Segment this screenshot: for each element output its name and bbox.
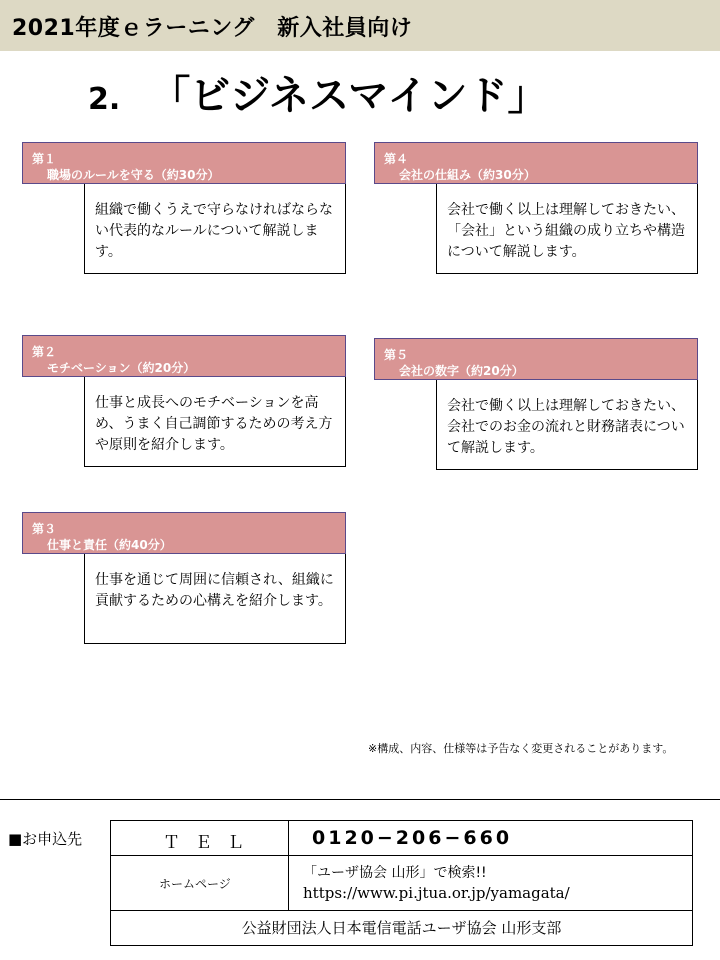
tel-row [111,821,692,856]
card-header [374,142,698,184]
session-description: 会社で働く以上は理解しておきたい、会社でのお金の流れと財務諸表について解説します。 [436,380,698,470]
session-description: 会社で働く以上は理解しておきたい、「会社」という組織の成り立ちや構造について解説します。 [436,184,698,274]
homepage-label: ホームページ [159,877,231,891]
header-title: 2021年度ｅラーニング 新入社員向け [12,16,413,41]
session-description: 仕事と成長へのモチベーションを高め、うまく自己調節するための考え方や原則を紹介します。 [84,377,346,467]
change-notice: ※構成、内容、仕様等は予告なく変更されることがあります。 [368,742,674,755]
session-number: 第４ [384,152,409,166]
tel-number[interactable]: 0120−206−660 [312,827,513,849]
organization-row [111,911,692,945]
homepage-label-cell [111,856,289,910]
session-title: 会社の数字（約20分） [399,364,524,378]
card-header [374,338,698,380]
page-title [88,66,547,130]
session-card-2 [22,335,346,453]
session-number: 第２ [32,345,57,359]
tel-label: ＴＥＬ [163,833,259,853]
session-title: モチベーション（約20分） [47,361,196,375]
homepage-search-text: 「ユーザ協会 山形」で検索!! [303,865,487,881]
card-header [22,335,346,377]
card-header [22,512,346,554]
session-number: 第１ [32,152,57,166]
session-description: 組織で働くうえで守らなければならない代表的なルールについて解説します。 [84,184,346,274]
session-description: 仕事を通じて周囲に信頼され、組織に貢献するための心構えを紹介します。 [84,554,346,644]
card-header [22,142,346,184]
contact-table [110,820,693,946]
session-card-4 [374,142,698,260]
session-number: 第５ [384,348,409,362]
apply-label: ■お申込先 [8,830,83,848]
page-number: 2. [88,82,121,117]
page-title-text: 「ビジネスマインド」 [150,73,548,119]
session-title: 職場のルールを守る（約30分） [47,168,220,182]
session-title: 仕事と責任（約40分） [47,538,172,552]
session-card-5 [374,338,698,456]
homepage-url-link[interactable]: https://www.pi.jtua.or.jp/yamagata/ [303,884,570,902]
session-title: 会社の仕組み（約30分） [399,168,536,182]
divider [0,799,720,800]
tel-label-cell [111,821,289,855]
homepage-row [111,856,692,911]
session-card-3 [22,512,346,609]
session-card-1 [22,142,346,260]
session-number: 第３ [32,522,57,536]
organization-name: 公益財団法人日本電信電話ユーザ協会 山形支部 [241,919,562,937]
header-bar [0,0,720,51]
